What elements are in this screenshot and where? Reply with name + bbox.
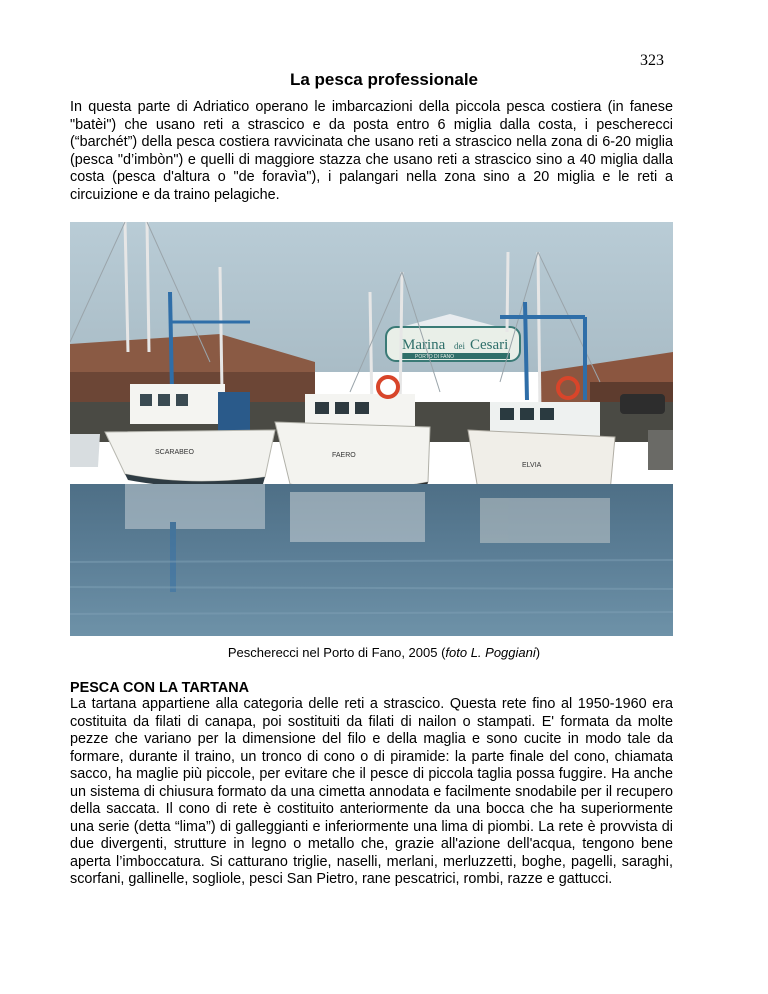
section-heading: PESCA CON LA TARTANA <box>70 680 250 696</box>
sign-subtext: PORTO DI FANO <box>415 354 454 360</box>
harbor-photo <box>70 222 673 636</box>
caption-close: ) <box>535 645 541 660</box>
section-body: La tartana appartiene alla categoria delle reti a strascico. Questa rete fino al 1950-1960 era costituita da filati di canapa, poi sostituiti da filati di nailon o stampati. E' formata da molte pezze che variano per la dimensione del filo e della maglia e sono cucite in modo tale da formare, durante il traino, un tronco di cono o di piramide: la parte finale del cono, chiamata sacco, ha maglie più piccole, per evitare che il pesce di piccola taglia possa fuggire. Ha anche un sistema di chiusura formato da una cimetta annodata e facilmente snodabile per il recupero della saccata. Il cono di rete è costituito anteriormente da una bocca che ha superiormente una serie (detta “lima”) di galleggianti e inferiormente una lima di piombi. La rete è provvista di due divergenti, strutture in legno o metallo che, grazie all'azione dell'acqua, tengono bene aperta l’imboccatura. Si catturano triglie, naselli, merlani, merluzzetti, boghe, pagelli, saraghi, scorfani, gallinelle, sogliole, pesci San Pietro, rane pescatrici, rombi, razze e gattucci. <box>70 696 673 887</box>
page-title: La pesca professionale <box>289 70 479 89</box>
photo-caption <box>0 645 768 660</box>
boat3-name: ELVIA <box>522 462 542 469</box>
sign-text-1: Marina <box>402 337 446 353</box>
page-number: 323 <box>640 52 664 69</box>
sign-text-2: dei <box>454 341 465 351</box>
boat-scarabeo <box>105 384 275 487</box>
caption-credit: foto L. Poggiani <box>445 645 536 660</box>
caption-text: Pescherecci nel Porto di Fano, 2005 ( <box>227 645 446 660</box>
sign-text-3: Cesari <box>470 337 509 353</box>
boat1-name: SCARABEO <box>155 449 194 456</box>
intro-paragraph: In questa parte di Adriatico operano le imbarcazioni della piccola pesca costiera (in fanese "batèi") che usano reti a strascico e da posta entro 6 miglia dalla costa, i pescherecci (“barchét”) della pesca costiera ravvicinata che usano reti a strascico nella zona di 6-20 miglia (pesca "d’imbòn") e quelli di maggiore stazza che usano reti a strascico sino a 40 miglia dalla costa (pesca d'altura o "de foravìa"), i palangari nella zona sino a 20 miglia e le reti a circuizione e da traino pelagiche. <box>70 99 673 203</box>
boat2-name: FAERO <box>332 452 356 459</box>
